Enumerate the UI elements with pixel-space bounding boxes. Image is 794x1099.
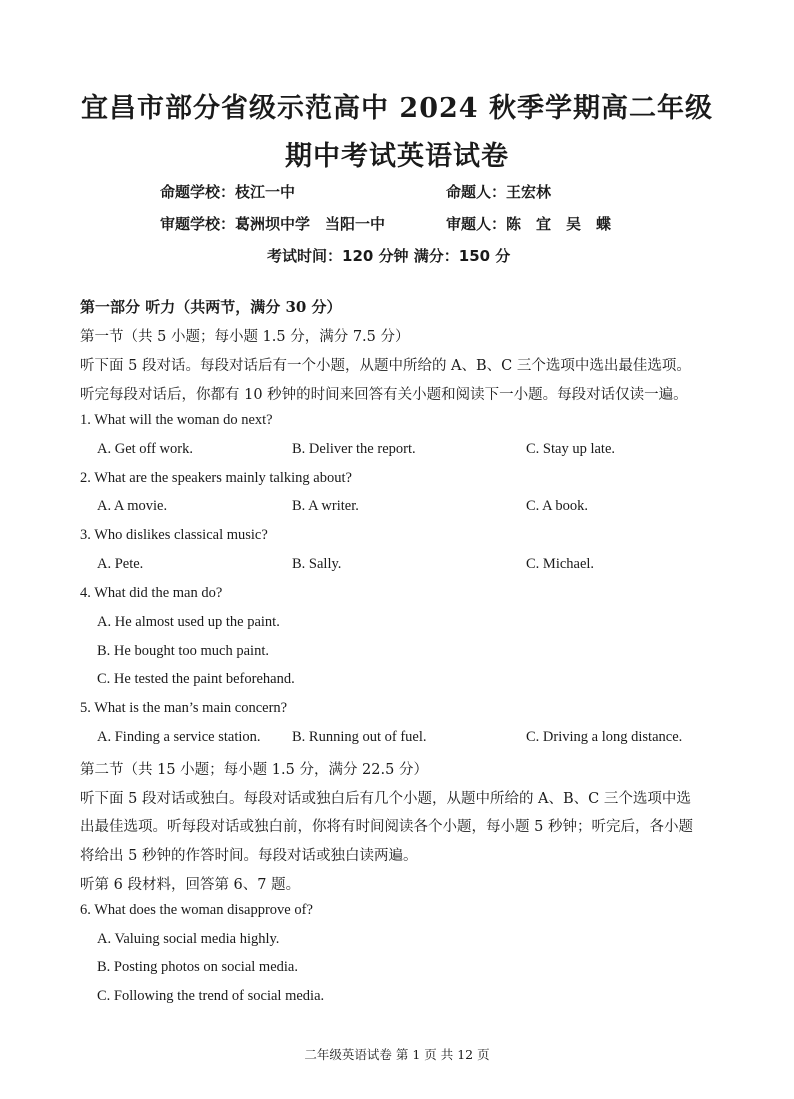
section2-instruction-1: 听下面 5 段对话或独白。每段对话或独白后有几个小题，从题中所给的 A、B、C 三个选项中选 (80, 791, 691, 807)
option-b[interactable]: B. Running out of fuel. (292, 729, 427, 745)
option-a[interactable]: A. Get off work. (97, 441, 193, 457)
question-stem: 1. What will the woman do next? (80, 412, 273, 428)
exam-info: 考试时间：120 分钟 满分：150 分 (267, 247, 511, 265)
page-footer: 二年级英语试卷 第 1 页 共 12 页 (304, 1047, 490, 1062)
part1-heading: 第一部分 听力（共两节，满分 30 分） (80, 298, 342, 316)
school-label: 命题学校：枝江一中 (160, 183, 296, 201)
question-stem: 4. What did the man do? (80, 585, 223, 601)
option-c[interactable]: C. Stay up late. (526, 441, 616, 457)
option-c[interactable]: C. Following the trend of social media. (97, 988, 325, 1004)
section1-heading: 第一节（共 5 小题；每小题 1.5 分，满分 7.5 分） (80, 329, 410, 345)
section2-heading: 第二节（共 15 小题；每小题 1.5 分，满分 22.5 分） (80, 762, 428, 778)
section1-instruction-2: 听完每段对话后，你都有 10 秒钟的时间来回答有关小题和阅读下一小题。每段对话仅读一遍。 (80, 387, 688, 403)
section2-instruction-3: 将给出 5 秒钟的作答时间。每段对话或独白读两遍。 (80, 848, 418, 864)
option-b[interactable]: B. He bought too much paint. (97, 643, 269, 659)
reviewer-label: 审题人：陈 宜 吴 蝶 (446, 215, 612, 233)
option-c[interactable]: C. Driving a long distance. (526, 729, 683, 745)
section2-instruction-2: 出最佳选项。听每段对话或独白前，你将有时间阅读各个小题，每小题 5 秒钟；听完后，各小题 (80, 819, 693, 835)
section1-instruction-1: 听下面 5 段对话。每段对话后有一个小题，从题中所给的 A、B、C 三个选项中选出最佳选项。 (80, 358, 691, 374)
material-note: 听第 6 段材料，回答第 6、7 题。 (80, 877, 301, 893)
option-a[interactable]: A. Valuing social media highly. (97, 931, 280, 947)
option-c[interactable]: C. A book. (526, 498, 589, 514)
option-c[interactable]: C. He tested the paint beforehand. (97, 671, 295, 687)
option-b[interactable]: B. A writer. (292, 498, 359, 514)
exam-title-line2: 期中考试英语试卷 (285, 141, 509, 172)
option-b[interactable]: B. Sally. (292, 556, 342, 572)
option-c[interactable]: C. Michael. (526, 556, 595, 572)
author-label: 命题人：王宏林 (446, 183, 552, 201)
question-stem: 6. What does the woman disapprove of? (80, 902, 313, 918)
option-a[interactable]: A. A movie. (97, 498, 168, 514)
option-a[interactable]: A. He almost used up the paint. (97, 614, 280, 630)
option-a[interactable]: A. Finding a service station. (97, 729, 261, 745)
option-b[interactable]: B. Deliver the report. (292, 441, 416, 457)
question-stem: 3. Who dislikes classical music? (80, 527, 268, 543)
review-school-label: 审题学校：葛洲坝中学 当阳一中 (160, 215, 386, 233)
option-b[interactable]: B. Posting photos on social media. (97, 959, 298, 975)
exam-title-line1: 宜昌市部分省级示范高中 2024 秋季学期高二年级 (81, 93, 713, 124)
option-a[interactable]: A. Pete. (97, 556, 144, 572)
question-stem: 5. What is the man’s main concern? (80, 700, 288, 716)
question-stem: 2. What are the speakers mainly talking about? (80, 470, 352, 486)
